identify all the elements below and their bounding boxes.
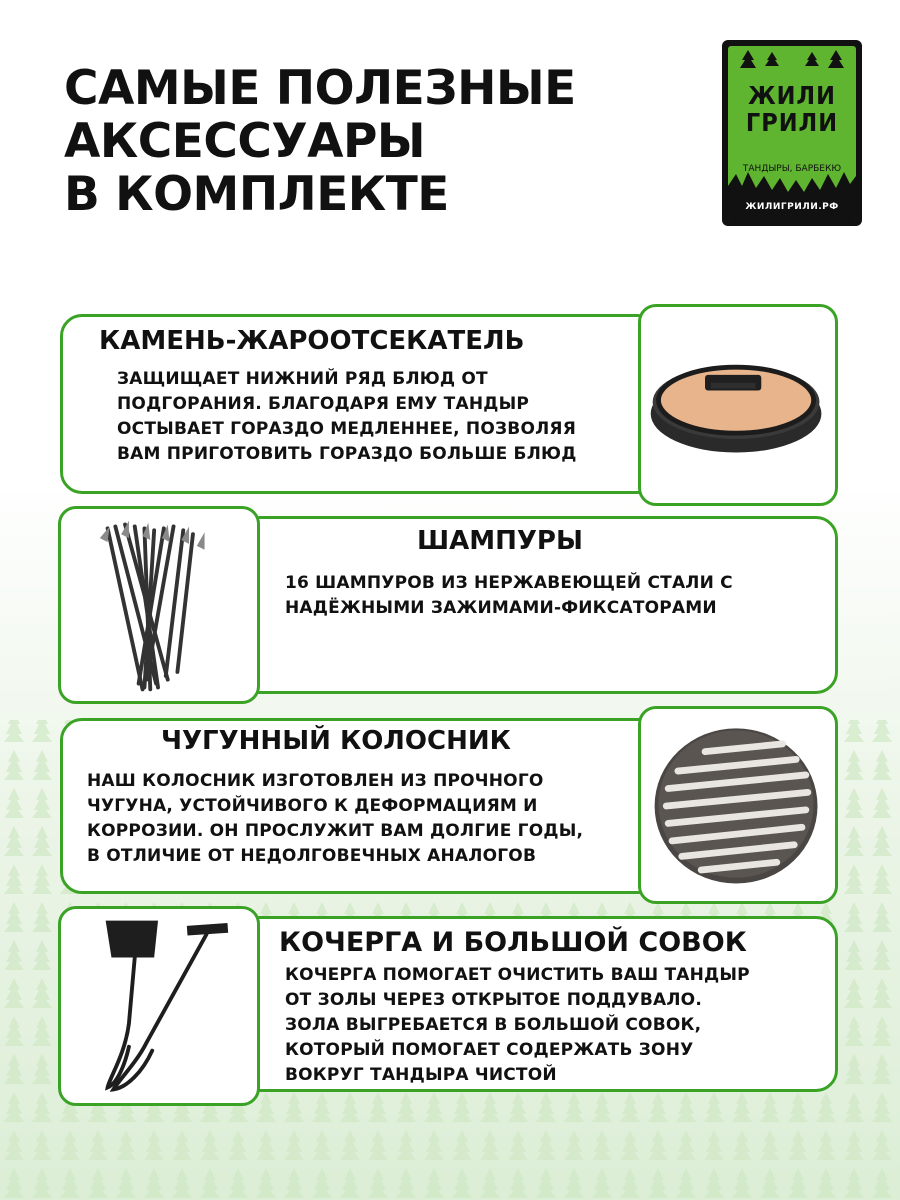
item-description-line: ПОДГОРАНИЯ. БЛАГОДАРЯ ЕМУ ТАНДЫР [117, 394, 530, 414]
heat-stone-icon [641, 307, 835, 503]
item-description [87, 769, 583, 869]
headline-line: САМЫЕ ПОЛЕЗНЫЕ [64, 61, 576, 116]
item-title: КОЧЕРГА И БОЛЬШОЙ СОВОК [279, 927, 747, 958]
item-description-line: КОЧЕРГА ПОМОГАЕТ ОЧИСТИТЬ ВАШ ТАНДЫР [285, 965, 750, 985]
logo-name-line: ЖИЛИ [748, 81, 836, 110]
logo-tagline: ТАНДЫРЫ, БАРБЕКЮ [742, 164, 842, 174]
item-image-box [638, 304, 838, 506]
logo-name-line: ГРИЛИ [745, 108, 839, 137]
item-description-line: НАДЁЖНЫМИ ЗАЖИМАМИ-ФИКСАТОРАМИ [285, 598, 717, 618]
item-description-line: ВАМ ПРИГОТОВИТЬ ГОРАЗДО БОЛЬШЕ БЛЮД [117, 444, 577, 464]
item-title: ЧУГУННЫЙ КОЛОСНИК [161, 726, 511, 756]
logo-badge [728, 46, 856, 220]
brand-logo [722, 40, 862, 226]
grate-icon [641, 709, 835, 901]
item-image-box [58, 906, 260, 1106]
skewers-icon [61, 509, 257, 701]
poker-shovel-icon [61, 909, 257, 1103]
item-description [117, 367, 577, 467]
item-description-line: ЗОЛА ВЫГРЕБАЕТСЯ В БОЛЬШОЙ СОВОК, [285, 1015, 702, 1035]
item-card-skewers [238, 516, 838, 694]
item-title: КАМЕНЬ-ЖАРООТСЕКАТЕЛЬ [99, 326, 525, 356]
item-description-line: ЧУГУНА, УСТОЙЧИВОГО К ДЕФОРМАЦИЯМ И [87, 796, 538, 816]
logo-url: ЖИЛИГРИЛИ.РФ [728, 194, 856, 220]
item-card-cast-iron-grate [60, 718, 660, 894]
item-description-line: В ОТЛИЧИЕ ОТ НЕДОЛГОВЕЧНЫХ АНАЛОГОВ [87, 846, 537, 866]
item-description-line: ЗАЩИЩАЕТ НИЖНИЙ РЯД БЛЮД ОТ [117, 369, 488, 389]
headline-line: В КОМПЛЕКТЕ [64, 167, 449, 222]
item-description-line: КОРРОЗИИ. ОН ПРОСЛУЖИТ ВАМ ДОЛГИЕ ГОДЫ, [87, 821, 584, 841]
page-headline [64, 62, 664, 221]
item-image-box [58, 506, 260, 704]
item-card-heat-stone [60, 314, 660, 494]
item-description-line: НАШ КОЛОСНИК ИЗГОТОВЛЕН ИЗ ПРОЧНОГО [87, 771, 544, 791]
item-description-line: КОТОРЫЙ ПОМОГАЕТ СОДЕРЖАТЬ ЗОНУ [285, 1040, 694, 1060]
item-title: ШАМПУРЫ [417, 526, 583, 556]
item-image-box [638, 706, 838, 904]
item-description [285, 571, 733, 621]
item-description-line: ОСТЫВАЕТ ГОРАЗДО МЕДЛЕННЕЕ, ПОЗВОЛЯЯ [117, 419, 576, 439]
headline-line: АКСЕССУАРЫ [64, 114, 426, 169]
item-description-line: ОТ ЗОЛЫ ЧЕРЕЗ ОТКРЫТОЕ ПОДДУВАЛО. [285, 990, 702, 1010]
item-description [285, 963, 750, 1088]
item-description-line: ВОКРУГ ТАНДЫРА ЧИСТОЙ [285, 1065, 557, 1085]
item-description-line: 16 ШАМПУРОВ ИЗ НЕРЖАВЕЮЩЕЙ СТАЛИ С [285, 573, 733, 593]
item-card-poker-shovel [238, 916, 838, 1092]
logo-name [728, 82, 856, 136]
